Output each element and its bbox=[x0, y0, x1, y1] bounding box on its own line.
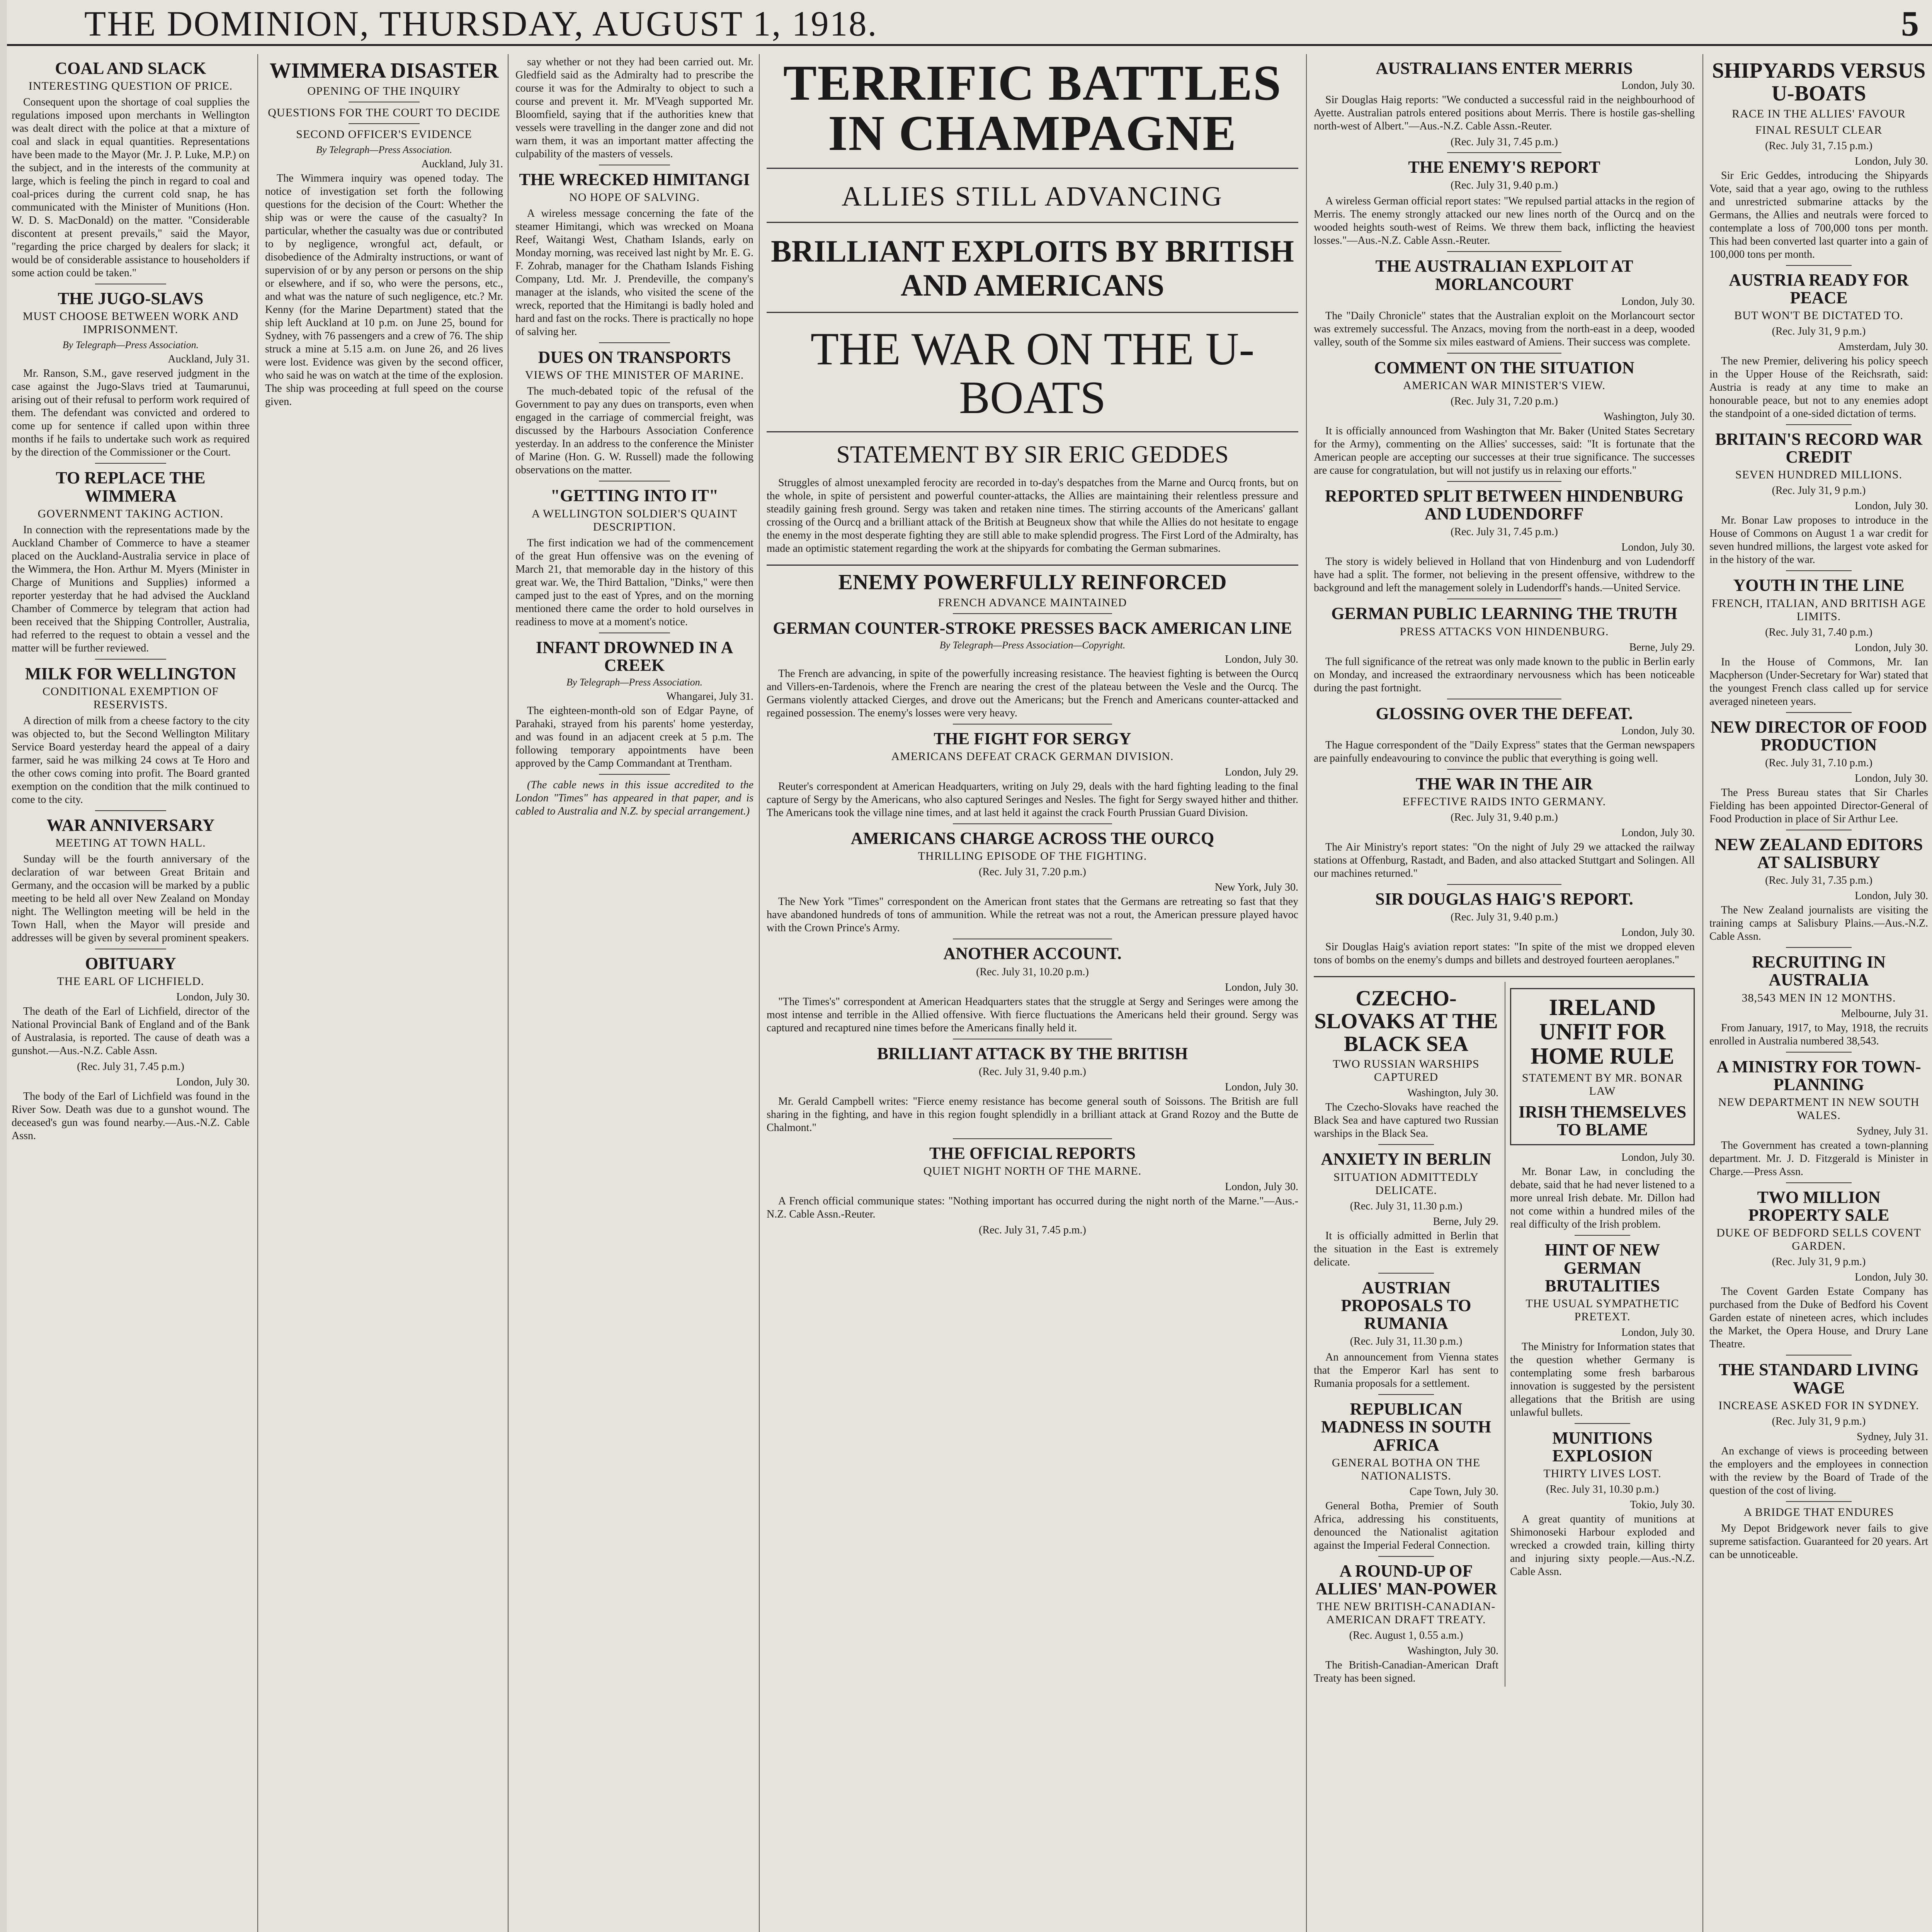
austria-peace-received: (Rec. July 31, 9 p.m.) bbox=[1772, 325, 1866, 337]
war-anniversary-body: Sunday will be the fourth anniversary of the declaration of war between Great Britain and Germany, and the occasion will be marked by a public meeting to be held all over New Zealand on Monday night. The Wellington meeting will be held in the Town Hall, when the Mayor will preside and addresses will be given by several prominent speakers. bbox=[12, 853, 250, 944]
ourcq-dateline: New York, July 30. bbox=[1214, 881, 1298, 894]
anxiety-berlin-body: It is officially admitted in Berlin that the situation in the East is extremely delicate. bbox=[1314, 1230, 1498, 1268]
enemy-report-received: (Rec. July 31, 9.40 p.m.) bbox=[1451, 179, 1558, 192]
rumania-received: (Rec. July 31, 11.30 p.m.) bbox=[1350, 1335, 1463, 1348]
living-wage-body: An exchange of views is proceeding between the employers and the employees in connection with the review by the Board of Trade of the question of the cost of living. bbox=[1709, 1445, 1928, 1497]
munitions-explosion-headline: MUNITIONS EXPLOSION bbox=[1552, 1429, 1653, 1466]
newspaper-page bbox=[7, 0, 1932, 1932]
war-credit-subhead: SEVEN HUNDRED MILLIONS. bbox=[1735, 468, 1903, 481]
lower-split bbox=[1314, 982, 1695, 1687]
brilliant-exploits-headline: BRILLIANT EXPLOITS BY BRITISH AND AMERICANS bbox=[771, 235, 1294, 303]
himitangi-subhead: NO HOPE OF SALVING. bbox=[569, 191, 700, 204]
ireland-body: Mr. Bonar Law, in concluding the debate, said that he had never listened to a more unreal Irish debate. Mr. Dillon had not come within a hundred miles of the real difficulty of the Irish problem. bbox=[1510, 1166, 1695, 1231]
british-received: (Rec. July 31, 9.40 p.m.) bbox=[979, 1065, 1086, 1078]
sergy-subhead: AMERICANS DEFEAT CRACK GERMAN DIVISION. bbox=[891, 750, 1174, 763]
haig-report-body: Sir Douglas Haig's aviation report states: "In spite of the mist we dropped eleven tons of bombs on the enemy's dumps and billets and destroyed fourteen aeroplanes." bbox=[1314, 941, 1695, 966]
coal-subhead: INTERESTING QUESTION OF PRICE. bbox=[28, 80, 233, 93]
munitions-explosion-body: A great quantity of munitions at Shimonoseki Harbour exploded and wrecked a crowded train, killing thirty and injuring sixty people.—Aus.-N.Z. Cable Assn. bbox=[1510, 1513, 1695, 1578]
haig-report-headline: SIR DOUGLAS HAIG'S REPORT. bbox=[1375, 889, 1633, 908]
wimmera-subhead-1: OPENING OF THE INQUIRY bbox=[307, 84, 461, 97]
war-news-block bbox=[762, 54, 1303, 1932]
public-truth-body: The full significance of the retreat was only made known to the public in Berlin early on Monday, and increased the extraordinary nervousness which has been noticeable during the past fortnight. bbox=[1314, 655, 1695, 694]
munitions-explosion-dateline: Tokio, July 30. bbox=[1630, 1499, 1695, 1511]
editors-body: The New Zealand journalists are visiting the training camps at Salisbury Plains.—Aus.-N.Z. Cable Assn. bbox=[1709, 904, 1928, 943]
split-received: (Rec. July 31, 7.45 p.m.) bbox=[1451, 526, 1558, 538]
separator bbox=[1447, 152, 1561, 153]
column-5 bbox=[1309, 54, 1699, 1932]
separator bbox=[953, 823, 1112, 824]
separator bbox=[1378, 1144, 1434, 1145]
bridge-headline: A BRIDGE THAT ENDURES bbox=[1743, 1505, 1894, 1519]
town-planning-dateline: Sydney, July 31. bbox=[1857, 1125, 1928, 1138]
coal-body: Consequent upon the shortage of coal supplies the regulations imposed upon merchants in Wellington was dealt direct with the police at that a mixture of coal and slack in equal quantities. Representations have been made to the Mayor (Mr. J. P. Luke, M.P.) on the subject, and in the interests of the community at large, which is feeling the pinch in regard to coal and coal-prices during the current cold snap, he has communicated with the Minister of Munitions (Hon. W. D. S. MacDonald) on the matter. "Considerable discontent at present prevails," said the Mayor, "regarding the price charged by dealers for slack; it would be of considerable assistance to householders if some action could be taken." bbox=[12, 96, 250, 279]
czecho-slovaks-headline: CZECHO-SLOVAKS AT THE BLACK SEA bbox=[1314, 986, 1498, 1056]
obituary-dateline-2: London, July 30. bbox=[176, 1076, 250, 1088]
public-truth-dateline: Berne, July 29. bbox=[1629, 641, 1695, 653]
wimmera-continued-body: say whether or not they had been carried out. Mr. Gledfield said as the Admiralty had to prescribe the course it was for the Admiralty to object to such a course and prevent it. Mr. M'Veagh supported Mr. Bloomfield, saying that if the authorities knew that vessels were travelling in the danger zone and did not warn them, it was an important matter affecting the culpability of the masters of vessels. bbox=[515, 56, 753, 160]
separator bbox=[1447, 769, 1561, 770]
czecho-slovaks-dateline: Washington, July 30. bbox=[1407, 1087, 1498, 1099]
shipyards-received: (Rec. July 31, 7.15 p.m.) bbox=[1765, 139, 1872, 152]
war-in-air-body: The Air Ministry's report states: "On the night of July 29 we attacked the railway stations at Offenburg, Rastadt, and Baden, and also attacked Stuttgart and Solingen. All our machines returned." bbox=[1314, 841, 1695, 879]
wimmera-subhead-2: QUESTIONS FOR THE COURT TO DECIDE bbox=[268, 106, 500, 119]
dues-headline: DUES ON TRANSPORTS bbox=[538, 348, 731, 367]
bridge-advert-body: My Depot Bridgework never fails to give supreme satisfaction. Guaranteed for 20 years. Art can be unnoticeable. bbox=[1709, 1522, 1928, 1561]
separator bbox=[1314, 976, 1695, 977]
youth-headline: YOUTH IN THE LINE bbox=[1733, 576, 1905, 595]
public-truth-subhead: PRESS ATTACKS VON HINDENBURG. bbox=[1400, 625, 1609, 638]
separator bbox=[1447, 884, 1561, 885]
terrific-battles-headline: TERRIFIC BATTLES IN CHAMPAGNE bbox=[783, 55, 1282, 161]
separator bbox=[767, 431, 1298, 432]
war-credit-received: (Rec. July 31, 9 p.m.) bbox=[1772, 485, 1866, 497]
youth-body: In the House of Commons, Mr. Ian Macpherson (Under-Secretary for War) stated that the youngest French class called up for service averaged nineteen years. bbox=[1709, 656, 1928, 707]
split-headline: REPORTED SPLIT BETWEEN HINDENBURG AND LUDENDORFF bbox=[1325, 486, 1684, 524]
separator bbox=[599, 342, 670, 343]
youth-subhead: FRENCH, ITALIAN, AND BRITISH AGE LIMITS. bbox=[1711, 597, 1926, 623]
separator bbox=[767, 222, 1298, 223]
official-body: A French official communique states: "Nothing important has occurred during the night north of the Marne."—Aus.-N.Z. Cable Assn.-Reuter. bbox=[767, 1195, 1298, 1220]
enemy-report-headline: THE ENEMY'S REPORT bbox=[1408, 158, 1600, 177]
column-3 bbox=[511, 54, 758, 1932]
another-dateline: London, July 30. bbox=[1225, 981, 1298, 993]
column-rule bbox=[759, 54, 760, 1932]
separator bbox=[1447, 481, 1561, 482]
milk-subhead: CONDITIONAL EXEMPTION OF RESERVISTS. bbox=[42, 685, 219, 711]
public-truth-headline: GERMAN PUBLIC LEARNING THE TRUTH bbox=[1331, 604, 1677, 623]
milk-body: A direction of milk from a cheese factory to the city was objected to, but the Second Wellington Military Service Board yesterday heard the appeal of a dairy farmer, said he was milking 24 cows at Te Horo and the other cows coming into profit. The Board granted exemption on the condition that the milk continued to come to the city. bbox=[12, 714, 250, 806]
column-2 bbox=[260, 54, 508, 1932]
masthead bbox=[7, 0, 1932, 49]
column-1 bbox=[7, 54, 254, 1932]
shipyards-subhead-2: FINAL RESULT CLEAR bbox=[1755, 123, 1883, 136]
getting-into-it-body: The first indication we had of the commencement of the great Hun offensive was on the evening of March 21, that memorable day in the history of this great war. We, the Third Battalion, "Dinks," were then camped just to the east of Ypres, and on the morning mentioned there came the order to hold ourselves in readiness to move at a moment's notice. bbox=[515, 537, 753, 628]
obituary-headline: OBITUARY bbox=[85, 954, 176, 973]
another-account-headline: ANOTHER ACCOUNT. bbox=[943, 944, 1122, 963]
shipyards-dateline: London, July 30. bbox=[1855, 155, 1928, 167]
dues-body: The much-debated topic of the refusal of the Government to pay any dues on transports, even when engaged in the carriage of commercial freight, was discussed by the Harbours Association Conference yesterday. In an address to the conference the Minister of Marine (Hon. G. W. Russell) made the following observations on the matter. bbox=[515, 385, 753, 476]
separator bbox=[1786, 712, 1852, 713]
obituary-received: (Rec. July 31, 7.45 p.m.) bbox=[77, 1061, 184, 1073]
wimmera-credit: By Telegraph—Press Association. bbox=[316, 144, 452, 155]
republican-subhead: GENERAL BOTHA ON THE NATIONALISTS. bbox=[1332, 1456, 1481, 1482]
property-sale-dateline: London, July 30. bbox=[1855, 1271, 1928, 1284]
official-reports-headline: THE OFFICIAL REPORTS bbox=[929, 1143, 1136, 1163]
living-wage-subhead: INCREASE ASKED FOR IN SYDNEY. bbox=[1718, 1399, 1919, 1412]
column-rule bbox=[257, 54, 258, 1932]
infant-drowned-headline: INFANT DROWNED IN A CREEK bbox=[536, 638, 733, 675]
jugo-subhead: MUST CHOOSE BETWEEN WORK AND IMPRISONMENT. bbox=[22, 310, 239, 336]
anxiety-berlin-dateline: Berne, July 29. bbox=[1433, 1215, 1498, 1228]
getting-into-it-headline: "GETTING INTO IT" bbox=[550, 486, 719, 505]
separator bbox=[1575, 1423, 1630, 1424]
merris-headline: AUSTRALIANS ENTER MERRIS bbox=[1376, 59, 1633, 78]
war-in-air-headline: THE WAR IN THE AIR bbox=[1415, 774, 1593, 793]
round-up-headline: A ROUND-UP OF ALLIES' MAN-POWER bbox=[1315, 1561, 1497, 1598]
merris-received: (Rec. July 31, 7.45 p.m.) bbox=[1451, 136, 1558, 148]
munitions-explosion-received: (Rec. July 31, 10.30 p.m.) bbox=[1546, 1483, 1659, 1496]
war-anniversary-headline: WAR ANNIVERSARY bbox=[46, 815, 215, 835]
column-rule bbox=[1702, 54, 1703, 1932]
ireland-headline: IRELAND UNFIT FOR HOME RULE bbox=[1531, 995, 1674, 1069]
morlancourt-body: The "Daily Chronicle" states that the Australian exploit on the Morlancourt sector was extremely successful. The Anzacs, moving from the north-east in a deep, wooded valley, south of the Somme six miles eastward of Amiens. Their success was complete. bbox=[1314, 310, 1695, 348]
austria-peace-dateline: Amsterdam, July 30. bbox=[1838, 340, 1928, 353]
comment-body: It is officially announced from Washington that Mr. Baker (United States Secretary for the Army), commenting on the Allies' successes, said: "It is fortunate that the American people are accepting our successes at their true significance. The successes are cause for congratulation, but will not justify us in relaxing our efforts." bbox=[1314, 425, 1695, 476]
british-dateline: London, July 30. bbox=[1225, 1081, 1298, 1093]
munitions-explosion-subhead: THIRTY LIVES LOST. bbox=[1543, 1467, 1662, 1480]
ourcq-received: (Rec. July 31, 7.20 p.m.) bbox=[979, 866, 1086, 878]
separator bbox=[767, 565, 1298, 566]
wimmera-body: The Wimmera inquiry was opened today. The notice of investigation set forth the following questions for the decision of the Court: Whether the ship was or were the cause of the casualty? In particular, whether the casualty was due or contributed to by negligence, wrongful act, default, or disobedience of the Admiralty instructions, or want of supervision of or by any person or persons on the ship or elsewhere, and if so, who were the persons, etc., and what was the nature of such negligence, etc.? Mr. Kenny (for the Marine Department) stated that the ship left Auckland at 10 p.m. on June 25, bound for Sydney, with 76 passengers and a crew of 76. The ship struck a mine at 5.15 a.m. on June 26, and 26 lives were lost. Evidence was given by the second officer, who said he was on watch at the time of the explosion. The ship was proceeding at full speed on the course given. bbox=[265, 172, 503, 408]
austria-peace-body: The new Premier, delivering his policy speech in the Upper House of the Reichsrath, said: Austria is ready at any time to make an honourable peace, but not to any enemies adopt the standpoint of a one-sided dictation of terms. bbox=[1709, 355, 1928, 420]
austria-peace-subhead: BUT WON'T BE DICTATED TO. bbox=[1734, 309, 1903, 322]
infant-drowned-body: The eighteen-month-old son of Edgar Payne, of Parahaki, strayed from his parents' home yesterday, and was found in an adjacent creek at 5 p.m. The following temporary appointments have been approved by the Camp Commandant at Trentham. bbox=[515, 704, 753, 769]
separator bbox=[1786, 1501, 1852, 1502]
separator bbox=[349, 123, 420, 124]
food-director-body: The Press Bureau states that Sir Charles Fielding has been appointed Director-General of Food Production in place of Sir Arthur Lee. bbox=[1709, 786, 1928, 825]
allies-advancing-headline: ALLIES STILL ADVANCING bbox=[842, 181, 1223, 212]
comment-dateline: Washington, July 30. bbox=[1604, 410, 1695, 423]
separator bbox=[95, 659, 167, 660]
sergy-body: Reuter's correspondent at American Headquarters, writing on July 29, deals with the hard fighting leading to the final capture of Sergy by the Americans, who also captured Seringes and Nesles. The fight for Sergy swayed hither and thither. The Americans took the village nine times, and at last held it against the crack Fourth Prussian Guard Division. bbox=[767, 781, 1298, 819]
ireland-subhead-2: IRISH THEMSELVES TO BLAME bbox=[1518, 1102, 1687, 1139]
geddes-statement-headline: STATEMENT BY SIR ERIC GEDDES bbox=[836, 440, 1229, 468]
wimmera-replace-subhead: GOVERNMENT TAKING ACTION. bbox=[37, 507, 224, 520]
food-director-received: (Rec. July 31, 7.10 p.m.) bbox=[1765, 757, 1872, 769]
infant-drowned-credit: By Telegraph—Press Association. bbox=[566, 676, 703, 688]
anxiety-berlin-headline: ANXIETY IN BERLIN bbox=[1321, 1150, 1492, 1169]
czecho-slovaks-body: The Czecho-Slovaks have reached the Black Sea and have captured two Russian warships in the Black Sea. bbox=[1314, 1101, 1498, 1140]
ourcq-body: The New York "Times" correspondent on the American front states that the Germans are retreating so fast that they have abandoned hundreds of tons of ammunition. While the retreat was not a rout, the American pressure played havoc with the Crown Prince's Army. bbox=[767, 896, 1298, 934]
jugo-credit: By Telegraph—Press Association. bbox=[62, 339, 199, 351]
merris-dateline: London, July 30. bbox=[1621, 80, 1695, 92]
masthead-rule bbox=[7, 44, 1932, 46]
obituary-body: The death of the Earl of Lichfield, director of the National Provincial Bank of England and of the Bank of Australasia, is reported. The cause of death was a gunshot.—Aus.-N.Z. Cable Assn. bbox=[12, 1005, 250, 1057]
sergy-dateline: London, July 29. bbox=[1225, 766, 1298, 779]
separator bbox=[1786, 265, 1852, 266]
split-body: The story is widely believed in Holland that von Hindenburg and von Ludendorff have had a split. The former, not believing in the present offensive, withdrew to the background and left the management solely in Ludendorff's hands.—United Service. bbox=[1314, 556, 1695, 594]
another-body: "The Times's" correspondent at American Headquarters states that the struggle at Sergy and Seringes were among the most intense and terrible in the Allied offensive. With fierce fluctuations the Americans held their ground. Sergy was captured and recaptured nine times before the Americans finally held it. bbox=[767, 995, 1298, 1034]
lead-summary: Struggles of almost unexampled ferocity are recorded in to-day's despatches from the Marne and Ourcq fronts, but on the whole, in spite of persistent and powerful counter-attacks, the Allies are maintaining their relentless pressure and steadily gaining fresh ground. Sergy was taken and retaken nine times. The stirring accounts of the Americans' gallant crossing of the Ourcq and a brilliant attack of the British at Beugneux show that while the Allies do not hesitate to engage the enemy in the most desperate fighting they are still able to make splendid progress. The First Lord of the Admiralty, has made an optimistic statement regarding the work at the shipyards for combating the German submarines. bbox=[767, 477, 1298, 554]
living-wage-dateline: Sydney, July 31. bbox=[1857, 1430, 1928, 1443]
getting-into-it-subhead: A WELLINGTON SOLDIER'S QUAINT DESCRIPTION. bbox=[531, 507, 738, 533]
obituary-subhead: THE EARL OF LICHFIELD. bbox=[57, 975, 204, 988]
separator bbox=[1575, 1235, 1630, 1236]
brutalities-headline: HINT OF NEW GERMAN BRUTALITIES bbox=[1544, 1240, 1660, 1295]
war-on-uboats-headline: THE WAR ON THE U-BOATS bbox=[810, 323, 1255, 423]
jugo-headline: THE JUGO-SLAVS bbox=[58, 289, 204, 308]
food-director-dateline: London, July 30. bbox=[1855, 772, 1928, 784]
enemy-report-body: A wireless German official report states: "We repulsed partial attacks in the region of Merris. The enemy strongly attacked our new lines north of the Ourcq and on the wooded heights south-west of Reims. We threw them back, inflicting the heaviest losses."—Aus.-N.Z. Cable Assn.-Reuter. bbox=[1314, 195, 1695, 247]
brutalities-subhead: THE USUAL SYMPATHETIC PRETEXT. bbox=[1526, 1297, 1679, 1323]
himitangi-body: A wireless message concerning the fate of the steamer Himitangi, which was wrecked on Moana Reef, Waitangi West, Chatham Islands, early on Monday morning, was received last night by Mr. E. G. F. Zohrab, manager for the Chatham Islands Fishing Company, Ltd. Mr. J. Prendeville, the company's manager at the islands, who visited the scene of the wreck, reported that the Himitangi is badly holed and hard and fast on the rocks. There is practically no hope of salving her. bbox=[515, 207, 753, 338]
obituary-dateline: London, July 30. bbox=[176, 991, 250, 1003]
editors-headline: NEW ZEALAND EDITORS AT SALISBURY bbox=[1714, 835, 1923, 872]
shipyards-body: Sir Eric Geddes, introducing the Shipyards Vote, said that a year ago, owing to the ruthless and unrestricted submarine attacks by the Germans, the Allies and neutrals were forced to contemplate a loss of 700,000 tons per month. This had been converted last quarter into a gain of 100,000 tons per month. bbox=[1709, 169, 1928, 260]
anxiety-berlin-received: (Rec. July 31, 11.30 p.m.) bbox=[1350, 1200, 1463, 1212]
separator bbox=[1786, 1182, 1852, 1183]
town-planning-body: The Government has created a town-planning department. Mr. J. D. Fitzgerald is Minister in Charge.—Press Assn. bbox=[1709, 1139, 1928, 1178]
living-wage-received: (Rec. July 31, 9 p.m.) bbox=[1772, 1415, 1866, 1427]
wimmera-headline: WIMMERA DISASTER bbox=[269, 59, 499, 83]
war-in-air-dateline: London, July 30. bbox=[1621, 827, 1695, 839]
glossing-dateline: London, July 30. bbox=[1621, 724, 1695, 737]
ourcq-subhead: THRILLING EPISODE OF THE FIGHTING. bbox=[918, 850, 1147, 863]
column-rule bbox=[1306, 54, 1307, 1932]
recruiting-body: From January, 1917, to May, 1918, the recruits enrolled in Australia numbered 38,543. bbox=[1709, 1022, 1928, 1047]
enemy-credit: By Telegraph—Press Association—Copyright. bbox=[939, 639, 1126, 651]
shipyards-headline: SHIPYARDS VERSUS U-BOATS bbox=[1712, 59, 1926, 105]
anxiety-berlin-subhead: SITUATION ADMITTEDLY DELICATE. bbox=[1333, 1170, 1479, 1197]
glossing-headline: GLOSSING OVER THE DEFEAT. bbox=[1376, 704, 1633, 723]
jugo-dateline: Auckland, July 31. bbox=[168, 353, 250, 366]
round-up-subhead: THE NEW BRITISH-CANADIAN-AMERICAN DRAFT TREATY. bbox=[1316, 1600, 1496, 1626]
column-rule bbox=[508, 54, 509, 1932]
property-sale-body: The Covent Garden Estate Company has purchased from the Duke of Bedford his Covent Garden estate of nineteen acres, which includes the Market, the Opera House, and Drury Lane Theatre. bbox=[1709, 1286, 1928, 1350]
official-subhead: QUIET NIGHT NORTH OF THE MARNE. bbox=[923, 1164, 1142, 1177]
republican-headline: REPUBLICAN MADNESS IN SOUTH AFRICA bbox=[1321, 1400, 1492, 1454]
war-credit-body: Mr. Bonar Law proposes to introduce in the House of Commons on August 1 a war credit for seven hundred millions, the largest vote asked for in the history of the war. bbox=[1709, 514, 1928, 566]
ireland-box bbox=[1510, 988, 1695, 1145]
round-up-body: The British-Canadian-American Draft Treaty has been signed. bbox=[1314, 1659, 1498, 1685]
war-in-air-received: (Rec. July 31, 9.40 p.m.) bbox=[1451, 811, 1558, 823]
lower-right bbox=[1505, 982, 1695, 1687]
morlancourt-dateline: London, July 30. bbox=[1621, 295, 1695, 308]
enemy-dateline: London, July 30. bbox=[1225, 653, 1298, 665]
sergy-headline: THE FIGHT FOR SERGY bbox=[934, 729, 1131, 748]
living-wage-headline: THE STANDARD LIVING WAGE bbox=[1719, 1360, 1919, 1397]
cable-note: (The cable news in this issue accredited to the London "Times" has appeared in that paper, and is cabled to Australia and N.Z. by special arrangement.) bbox=[515, 779, 753, 817]
separator bbox=[953, 613, 1112, 614]
war-credit-headline: BRITAIN'S RECORD WAR CREDIT bbox=[1715, 429, 1923, 467]
town-planning-subhead: NEW DEPARTMENT IN NEW SOUTH WALES. bbox=[1718, 1096, 1920, 1122]
war-anniversary-subhead: MEETING AT TOWN HALL. bbox=[55, 837, 206, 850]
separator bbox=[1378, 1273, 1434, 1274]
editors-received: (Rec. July 31, 7.35 p.m.) bbox=[1765, 874, 1872, 887]
separator bbox=[95, 463, 167, 464]
wimmera-dateline: Auckland, July 31. bbox=[421, 158, 503, 170]
recruiting-dateline: Melbourne, July 31. bbox=[1841, 1007, 1928, 1020]
youth-dateline: London, July 30. bbox=[1855, 641, 1928, 654]
separator bbox=[767, 312, 1298, 313]
separator bbox=[953, 1138, 1112, 1139]
war-credit-dateline: London, July 30. bbox=[1855, 500, 1928, 512]
split-dateline: London, July 30. bbox=[1621, 541, 1695, 554]
recruiting-headline: RECRUITING IN AUSTRALIA bbox=[1752, 952, 1886, 990]
official-dateline: London, July 30. bbox=[1225, 1180, 1298, 1193]
property-sale-headline: TWO MILLION PROPERTY SALE bbox=[1748, 1188, 1889, 1225]
dues-subhead: VIEWS OF THE MINISTER OF MARINE. bbox=[525, 369, 744, 382]
column-7 bbox=[1705, 54, 1932, 1932]
jugo-body: Mr. Ranson, S.M., gave reserved judgment in the case against the Jugo-Slavs tried at Taumarunui, arising out of their refusal to perform work required of them. The defendant was convicted and ordered to come up for sentence if called upon within three months if he fails to undertake such work as required by the direction of the Commissioner or the Court. bbox=[12, 367, 250, 459]
round-up-dateline: Washington, July 30. bbox=[1407, 1645, 1498, 1657]
himitangi-headline: THE WRECKED HIMITANGI bbox=[519, 170, 750, 189]
glossing-body: The Hague correspondent of the "Daily Express" states that the German newspapers are painfully endeavouring to convince the public that everything is going well. bbox=[1314, 739, 1695, 764]
enemy-reinforced-headline: ENEMY POWERFULLY REINFORCED bbox=[838, 570, 1227, 594]
separator bbox=[767, 168, 1298, 169]
another-received: (Rec. July 31, 10.20 p.m.) bbox=[976, 966, 1089, 978]
town-planning-headline: A MINISTRY FOR TOWN-PLANNING bbox=[1716, 1057, 1921, 1094]
coal-headline: COAL AND SLACK bbox=[55, 59, 206, 78]
food-director-headline: NEW DIRECTOR OF FOOD PRODUCTION bbox=[1710, 717, 1927, 754]
ireland-subhead: STATEMENT BY MR. BONAR LAW bbox=[1522, 1071, 1683, 1098]
wimmera-replace-body: In connection with the representations made by the Auckland Chamber of Commerce to have a steamer placed on the Auckland-Australia service in place of the Wimmera, the Hon. Arthur M. Myers (Minister in Charge of Munitions and Supplies) informed a reporter yesterday that he had advised the Auckland Chamber of Commerce by telegram that action had been received that the Shipping Controller, Australia, had referred to the request to obtain a vessel and the matter will be further reviewed. bbox=[12, 524, 250, 654]
property-sale-received: (Rec. July 31, 9 p.m.) bbox=[1772, 1256, 1866, 1268]
obituary-body-2: The body of the Earl of Lichfield was found in the River Sow. Death was due to a gunshot wound. The deceased's gun was found nearby.—Aus.-N.Z. Cable Assn. bbox=[12, 1090, 250, 1142]
enemy-body: The French are advancing, in spite of the powerfully increasing resistance. The heaviest fighting is between the Ourcq and Villers-en-Tardenois, where the French are nearing the crest of the plateau between the Vesle and the Ourcq. The Germans violently attacked Cierges, and drove out the Americans; but the French and Americans counter-attacked and regained possession. The enemy's losses were very heavy. bbox=[767, 667, 1298, 719]
editors-dateline: London, July 30. bbox=[1855, 890, 1928, 902]
war-in-air-subhead: EFFECTIVE RAIDS INTO GERMANY. bbox=[1402, 795, 1606, 808]
recruiting-subhead: 38,543 MEN IN 12 MONTHS. bbox=[1742, 991, 1896, 1004]
shipyards-subhead: RACE IN THE ALLIES' FAVOUR bbox=[1732, 107, 1906, 120]
masthead-title: THE DOMINION, THURSDAY, AUGUST 1, 1918. bbox=[84, 4, 878, 43]
austria-peace-headline: AUSTRIA READY FOR PEACE bbox=[1729, 270, 1909, 307]
merris-body: Sir Douglas Haig reports: "We conducted a successful raid in the neighbourhood of Ayette. Australian patrols entered positions about Merris. There is hostile gas-shelling north-west of Albert."—Aus.-N.Z. Cable Assn.-Reuter. bbox=[1314, 94, 1695, 133]
separator bbox=[1786, 1052, 1852, 1053]
republican-body: General Botha, Premier of South Africa, addressing his constituents, denounced the Nationalist agitation against the Imperial Federal Connection. bbox=[1314, 1500, 1498, 1551]
comment-headline: COMMENT ON THE SITUATION bbox=[1374, 358, 1634, 377]
french-advance-subhead: FRENCH ADVANCE MAINTAINED bbox=[938, 596, 1127, 609]
separator bbox=[95, 810, 167, 811]
separator bbox=[1786, 947, 1852, 948]
british-body: Mr. Gerald Campbell writes: "Fierce enemy resistance has become general south of Soissons. The British are full sharing in the fighting, and have in this region fought splendidly in a brilliant attack at Grand Rozoy and the Butte de Chalmont." bbox=[767, 1095, 1298, 1134]
separator bbox=[1786, 570, 1852, 571]
haig-report-dateline: London, July 30. bbox=[1621, 927, 1695, 939]
lower-left bbox=[1314, 982, 1498, 1687]
comment-received: (Rec. July 31, 7.20 p.m.) bbox=[1451, 395, 1558, 407]
british-attack-headline: BRILLIANT ATTACK BY THE BRITISH bbox=[877, 1044, 1188, 1063]
ireland-dateline: London, July 30. bbox=[1621, 1151, 1695, 1164]
rumania-body: An announcement from Vienna states that the Emperor Karl has sent to Rumania proposals for a settlement. bbox=[1314, 1351, 1498, 1390]
brutalities-body: The Ministry for Information states that the question whether Germany is contemplating some fresh barbarous innovation is suggested by the persistent allegations that the British are using unlawful bullets. bbox=[1510, 1341, 1695, 1418]
round-up-received: (Rec. August 1, 0.55 a.m.) bbox=[1349, 1629, 1463, 1642]
counter-stroke-subhead: GERMAN COUNTER-STROKE PRESSES BACK AMERICAN LINE bbox=[773, 618, 1292, 638]
property-sale-subhead: DUKE OF BEDFORD SELLS COVENT GARDEN. bbox=[1716, 1226, 1921, 1253]
separator bbox=[1447, 353, 1561, 354]
separator bbox=[1447, 251, 1561, 252]
czecho-slovaks-subhead: TWO RUSSIAN WARSHIPS CAPTURED bbox=[1333, 1058, 1480, 1084]
official-received: (Rec. July 31, 7.45 p.m.) bbox=[979, 1224, 1086, 1236]
separator bbox=[599, 774, 670, 775]
ourcq-headline: AMERICANS CHARGE ACROSS THE OURCQ bbox=[850, 829, 1214, 848]
page-number: 5 bbox=[1901, 4, 1919, 43]
morlancourt-headline: THE AUSTRALIAN EXPLOIT AT MORLANCOURT bbox=[1375, 257, 1633, 294]
rumania-headline: AUSTRIAN PROPOSALS TO RUMANIA bbox=[1341, 1278, 1471, 1333]
youth-received: (Rec. July 31, 7.40 p.m.) bbox=[1765, 626, 1872, 638]
comment-subhead: AMERICAN WAR MINISTER'S VIEW. bbox=[1403, 379, 1605, 392]
infant-drowned-dateline: Whangarei, July 31. bbox=[666, 690, 753, 702]
brutalities-dateline: London, July 30. bbox=[1621, 1327, 1695, 1338]
wimmera-replace-headline: TO REPLACE THE WIMMERA bbox=[56, 468, 206, 505]
republican-dateline: Cape Town, July 30. bbox=[1409, 1485, 1498, 1498]
separator bbox=[1378, 1394, 1434, 1395]
separator bbox=[1786, 424, 1852, 425]
separator bbox=[1378, 1556, 1434, 1557]
wimmera-subhead-3: SECOND OFFICER'S EVIDENCE bbox=[296, 128, 472, 141]
milk-headline: MILK FOR WELLINGTON bbox=[25, 664, 236, 683]
haig-report-received: (Rec. July 31, 9.40 p.m.) bbox=[1451, 911, 1558, 923]
